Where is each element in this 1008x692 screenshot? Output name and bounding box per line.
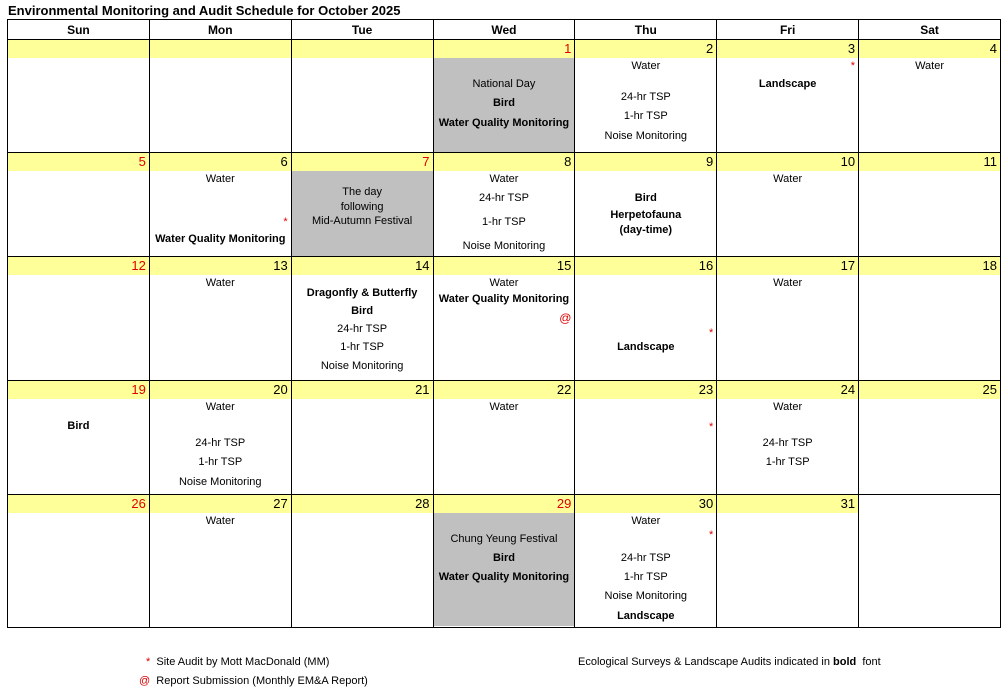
empty-day-cell [149, 40, 291, 153]
weekday-fri: Fri [717, 20, 859, 40]
day-events [292, 275, 433, 380]
day-cell-28 [291, 495, 433, 628]
date-number: 3 [717, 40, 858, 58]
day-cell-2 [575, 40, 717, 153]
day-events [8, 58, 149, 152]
weekday-header-row [8, 20, 1001, 40]
day-events [8, 275, 149, 380]
day-cell-18 [859, 257, 1001, 381]
date-number: 16 [575, 257, 716, 275]
ecological-survey-label: Water Quality Monitoring [438, 571, 570, 583]
legend-report-submission [139, 675, 368, 687]
day-cell-16 [575, 257, 717, 381]
weekday-sun: Sun [8, 20, 150, 40]
date-number: 22 [434, 381, 575, 399]
event-label: 1-hr TSP [623, 571, 668, 583]
weekday-thu: Thu [575, 20, 717, 40]
event-label: Water [631, 60, 661, 72]
day-events [575, 399, 716, 494]
legend-star-text: Site Audit by Mott MacDonald (MM) [156, 656, 330, 668]
date-number: 21 [292, 381, 433, 399]
day-cell-12 [8, 257, 150, 381]
day-cell-1 [433, 40, 575, 153]
event-label: Water [773, 401, 803, 413]
event-label: following [340, 201, 384, 213]
day-events [150, 513, 291, 626]
event-label: 1-hr TSP [623, 110, 668, 122]
date-number: 18 [859, 257, 1000, 275]
legend-bold-font [578, 656, 881, 668]
legend-star-symbol: * [146, 656, 151, 668]
event-label: Noise Monitoring [320, 360, 404, 372]
day-cell-17 [717, 257, 859, 381]
empty-day-cell [859, 495, 1001, 628]
weekday-mon: Mon [149, 20, 291, 40]
ecological-survey-label: Bird [492, 552, 515, 564]
day-cell-30 [575, 495, 717, 628]
day-cell-5 [8, 153, 150, 257]
event-label: 24-hr TSP [478, 192, 529, 204]
event-label: Water [489, 401, 519, 413]
legend-bold-prefix: Ecological Surveys & Landscape Audits indicated in [578, 656, 833, 668]
day-cell-23 [575, 381, 717, 495]
weekday-sat: Sat [859, 20, 1001, 40]
date-number: 6 [150, 153, 291, 171]
day-events [717, 275, 858, 380]
ecological-survey-label: Landscape [758, 78, 817, 90]
event-label: Water [205, 401, 235, 413]
date-number: 12 [8, 257, 149, 275]
ecological-survey-label: Bird [351, 305, 374, 317]
date-number: 7 [292, 153, 433, 171]
day-events [717, 399, 858, 494]
event-label: National Day [472, 78, 536, 90]
empty-day-cell [8, 40, 150, 153]
event-label: Noise Monitoring [178, 476, 262, 488]
day-cell-10 [717, 153, 859, 257]
day-cell-3 [717, 40, 859, 153]
day-events [434, 513, 575, 626]
legend-bold-word: bold [833, 656, 857, 668]
event-label: 24-hr TSP [337, 323, 388, 335]
day-cell-13 [149, 257, 291, 381]
site-audit-star-icon: * [708, 529, 714, 541]
date-number: 1 [434, 40, 575, 58]
ecological-survey-label: Water Quality Monitoring [155, 233, 286, 245]
legend-at-text: Report Submission (Monthly EM&A Report) [156, 675, 368, 687]
report-submission-at-icon: @ [559, 311, 572, 325]
date-number: 23 [575, 381, 716, 399]
date-number: 29 [434, 495, 575, 513]
day-events [575, 275, 716, 380]
day-cell-11 [859, 153, 1001, 257]
day-events [150, 58, 291, 152]
date-number [292, 40, 433, 58]
event-label: 1-hr TSP [765, 456, 810, 468]
week-row [8, 153, 1001, 257]
day-events [8, 399, 149, 494]
day-events [434, 58, 575, 152]
event-label: Water [489, 173, 519, 185]
ecological-survey-label: Landscape [617, 610, 675, 622]
date-number: 30 [575, 495, 716, 513]
day-events [434, 399, 575, 494]
weekday-wed: Wed [433, 20, 575, 40]
event-label: Water [205, 173, 235, 185]
date-number: 20 [150, 381, 291, 399]
day-cell-25 [859, 381, 1001, 495]
date-number: 8 [434, 153, 575, 171]
event-label: Water [489, 277, 519, 289]
date-number [150, 40, 291, 58]
day-cell-15 [433, 257, 575, 381]
week-row [8, 381, 1001, 495]
day-cell-24 [717, 381, 859, 495]
day-cell-19 [8, 381, 150, 495]
date-number: 15 [434, 257, 575, 275]
day-cell-4 [859, 40, 1001, 153]
day-events [859, 171, 1000, 256]
week-row [8, 495, 1001, 628]
date-number: 25 [859, 381, 1000, 399]
ecological-survey-label: Bird [67, 420, 90, 432]
ecological-survey-label: Bird [492, 97, 515, 109]
event-label: Noise Monitoring [462, 240, 546, 252]
day-events [150, 399, 291, 494]
event-label: 1-hr TSP [482, 216, 526, 228]
event-label: Water [773, 277, 803, 289]
date-number: 11 [859, 153, 1000, 171]
day-events [575, 513, 716, 626]
date-number: 31 [717, 495, 858, 513]
page-title: Environmental Monitoring and Audit Schedule for October 2025 [8, 3, 401, 18]
event-label: The day [342, 186, 382, 198]
site-audit-star-icon: * [850, 60, 856, 72]
date-number: 13 [150, 257, 291, 275]
week-row [8, 40, 1001, 153]
day-cell-8 [433, 153, 575, 257]
legend-at-symbol: @ [139, 675, 151, 687]
day-events [292, 513, 433, 626]
event-label: Water [205, 277, 235, 289]
event-label: Mid-Autumn Festival [311, 215, 413, 227]
ecological-survey-label: Water Quality Monitoring [438, 293, 570, 305]
day-events [717, 171, 858, 256]
day-events [8, 513, 149, 626]
day-events [292, 171, 433, 256]
event-label: 24-hr TSP [620, 91, 671, 103]
day-events [292, 58, 433, 152]
day-events [575, 171, 716, 256]
date-number: 24 [717, 381, 858, 399]
day-events [434, 275, 575, 380]
day-cell-9 [575, 153, 717, 257]
day-events [8, 171, 149, 256]
day-events [150, 171, 291, 256]
event-label: 1-hr TSP [198, 456, 243, 468]
day-cell-20 [149, 381, 291, 495]
event-label: 24-hr TSP [620, 552, 671, 564]
date-number: 19 [8, 381, 149, 399]
event-label: Noise Monitoring [604, 130, 688, 142]
date-number: 4 [859, 40, 1000, 58]
ecological-survey-label: (day-time) [619, 224, 673, 236]
day-events [717, 58, 858, 152]
event-label: Noise Monitoring [604, 590, 688, 602]
date-number: 2 [575, 40, 716, 58]
date-number: 27 [150, 495, 291, 513]
day-events [575, 58, 716, 152]
legend-bold-suffix: font [862, 656, 881, 668]
ecological-survey-label: Dragonfly & Butterfly [306, 287, 418, 299]
ecological-survey-label: Landscape [617, 341, 675, 353]
day-cell-7 [291, 153, 433, 257]
date-number: 28 [292, 495, 433, 513]
ecological-survey-label: Water Quality Monitoring [438, 117, 570, 129]
calendar-table [7, 19, 1001, 628]
ecological-survey-label: Bird [634, 192, 657, 204]
event-label: Water [631, 515, 661, 527]
date-number: 26 [8, 495, 149, 513]
ecological-survey-label: Herpetofauna [610, 209, 682, 221]
date-number: 5 [8, 153, 149, 171]
day-events [434, 171, 575, 256]
event-label: Chung Yeung Festival [450, 533, 558, 545]
weekday-tue: Tue [291, 20, 433, 40]
site-audit-star-icon: * [708, 421, 714, 433]
event-label: 24-hr TSP [762, 437, 813, 449]
day-events [717, 513, 858, 626]
day-cell-31 [717, 495, 859, 628]
site-audit-star-icon: * [708, 327, 714, 339]
day-cell-26 [8, 495, 150, 628]
event-label: 24-hr TSP [195, 437, 246, 449]
legend-site-audit [146, 656, 329, 668]
date-number: 17 [717, 257, 858, 275]
day-cell-22 [433, 381, 575, 495]
day-cell-29 [433, 495, 575, 628]
day-cell-27 [149, 495, 291, 628]
day-events [859, 399, 1000, 494]
day-events [150, 275, 291, 380]
week-row [8, 257, 1001, 381]
empty-day-cell [291, 40, 433, 153]
date-number: 10 [717, 153, 858, 171]
event-label: Water [773, 173, 803, 185]
event-label: 1-hr TSP [340, 341, 385, 353]
event-label: Water [915, 60, 944, 72]
event-label: Water [205, 515, 235, 527]
day-events [859, 275, 1000, 380]
day-cell-14 [291, 257, 433, 381]
day-cell-21 [291, 381, 433, 495]
site-audit-star-icon: * [283, 216, 288, 228]
date-number [8, 40, 149, 58]
day-events [859, 58, 1000, 152]
day-events [292, 399, 433, 494]
date-number: 14 [292, 257, 433, 275]
day-cell-6 [149, 153, 291, 257]
date-number: 9 [575, 153, 716, 171]
